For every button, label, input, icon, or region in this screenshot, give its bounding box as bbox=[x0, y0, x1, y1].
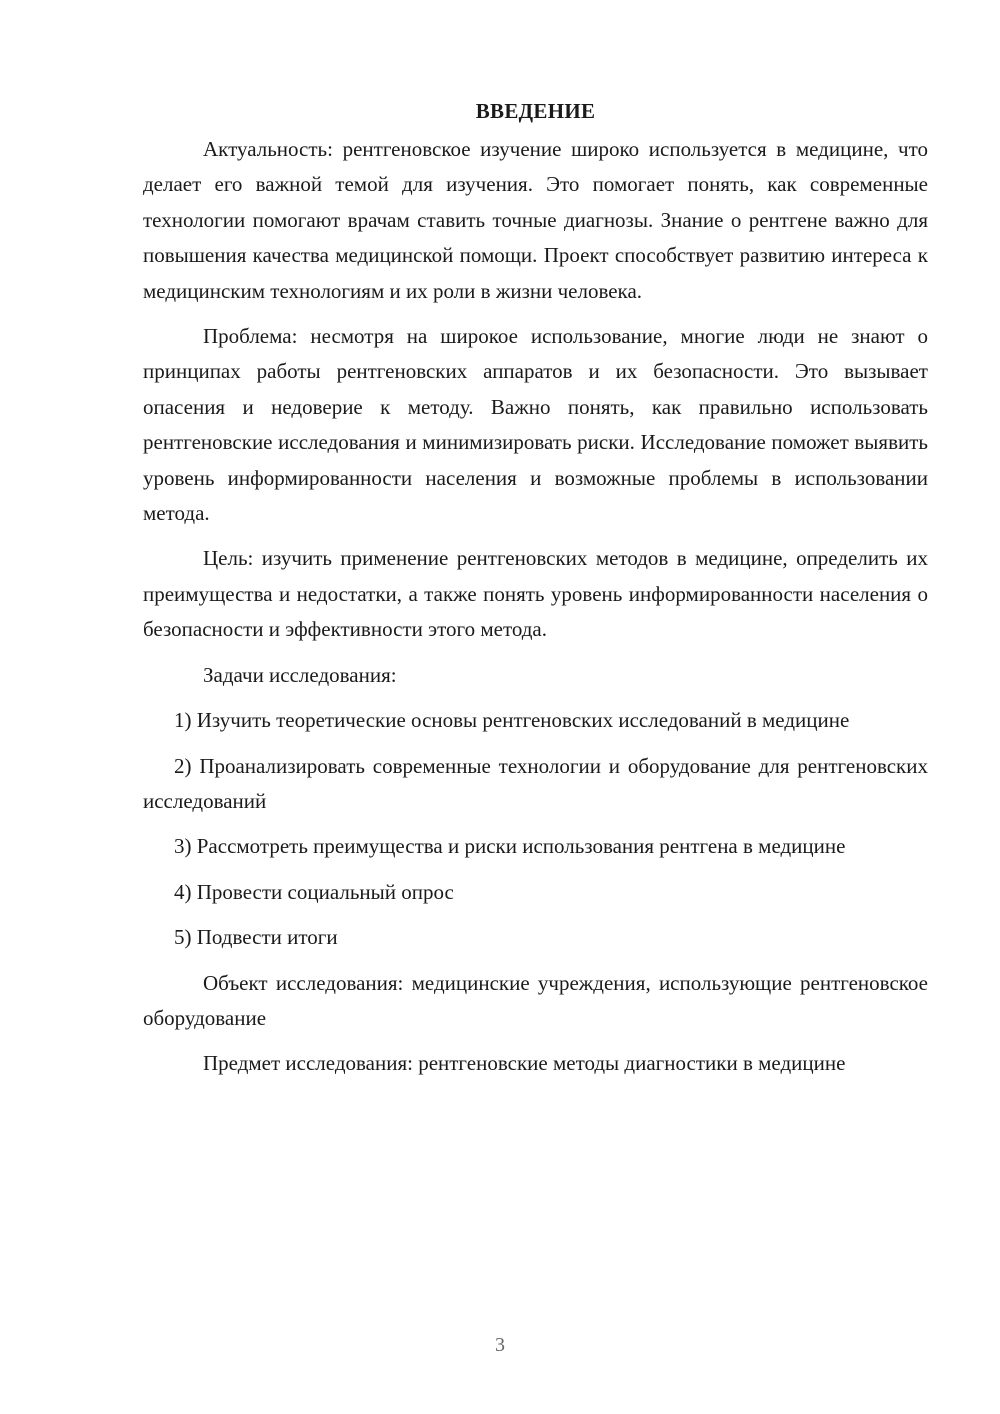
task-item-1: 1) Изучить теоретические основы рентгеновских исследований в медицине bbox=[174, 708, 850, 733]
task-item-5: 5) Подвести итоги bbox=[174, 925, 338, 950]
relevance-paragraph: Актуальность: рентгеновское изучение широко используется в медицине, что делает его важной темой для изучения. Это помогает понять, как современные технологии помогают врачам ставить точные диагнозы. Знание о рентгене важно для повышения качества медицинской помощи. Проект способствует развитию интереса к медицинским технологиям и их роли в жизни человека. bbox=[143, 137, 928, 303]
task-item-2: 2) Проанализировать современные технологии и оборудование для рентгеновских исследований bbox=[143, 753, 928, 813]
subject-paragraph: Предмет исследования: рентгеновские методы диагностики в медицине bbox=[203, 1051, 846, 1076]
page-content bbox=[143, 96, 928, 1092]
tasks-heading: Задачи исследования: bbox=[203, 662, 397, 687]
goal-paragraph: Цель: изучить применение рентгеновских методов в медицине, определить их преимущества и недостатки, а также понять уровень информированности населения о безопасности и эффективности этого метода. bbox=[143, 546, 928, 642]
task-item-4: 4) Провести социальный опрос bbox=[174, 879, 454, 904]
page-title: ВВЕДЕНИЕ bbox=[475, 99, 596, 123]
page-number: 3 bbox=[495, 1334, 505, 1356]
task-item-3: 3) Рассмотреть преимущества и риски использования рентгена в медицине bbox=[174, 834, 846, 859]
problem-paragraph: Проблема: несмотря на широкое использование, многие люди не знают о принципах работы рентгеновских аппаратов и их безопасности. Это вызывает опасения и недоверие к методу. Важно понять, как правильно использовать рентгеновские исследования и минимизировать риски. Исследование поможет выявить уровень информированности населения и возможные проблемы в использовании метода. bbox=[143, 324, 928, 526]
object-paragraph: Объект исследования: медицинские учреждения, использующие рентгеновское оборудование bbox=[143, 970, 928, 1030]
